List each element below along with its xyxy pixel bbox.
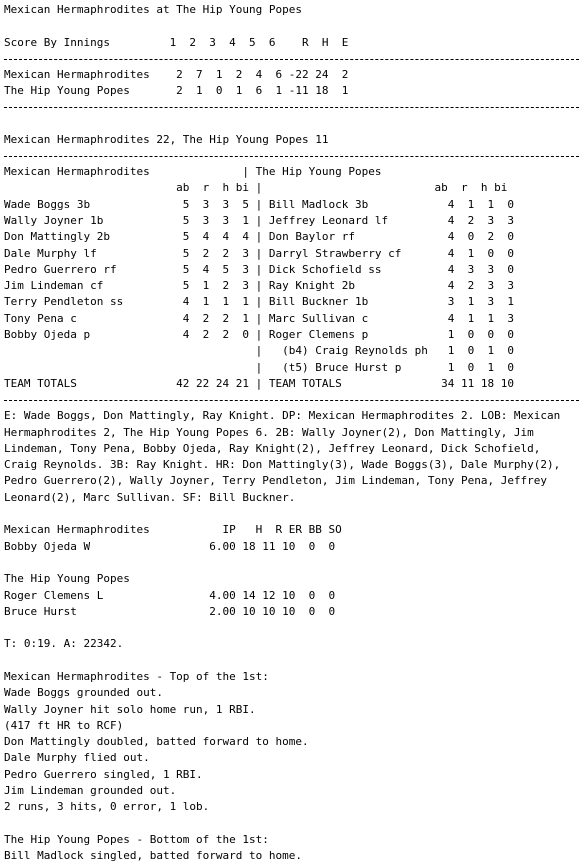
table-row: | (t5) Bruce Hurst p 1 0 1 0	[4, 360, 514, 374]
play-line: Dale Murphy flied out.	[4, 751, 150, 765]
game-info: T: 0:19. A: 22342.	[4, 637, 124, 651]
play-line: Don Mattingly doubled, batted forward to home.	[4, 735, 309, 749]
linescore-row-home: The Hip Young Popes 2 1 0 1 6 1 -11 18 1	[4, 84, 349, 98]
play-line: (417 ft HR to RCF)	[4, 718, 124, 732]
play-line: Wally Joyner hit solo home run, 1 RBI.	[4, 702, 256, 716]
game-notes: E: Wade Boggs, Don Mattingly, Ray Knight. DP: Mexican Hermaphrodites 2. LOB: Mexican Hermaphrodites 2, The Hip Young Popes 6. 2B: Wally Joyner(2), Don Mattingly, Jim Lindeman, Tony Pena, Bobby Ojeda, Ray Knight(2), Jeffrey Leonard, Dick Schofield, Craig Reynolds. 3B: Ray Knight. HR: Don Mattingly(3), Wade Boggs(3), Dale Murphy(2), Pedro Guerrero(2), Wally Joyner, Terry Pendleton, Jim Lindeman, Tony Pena, Jeffrey Leonard(2), Marc Sullivan. SF: Bill Buckner.	[4, 409, 561, 504]
blank-line	[4, 816, 581, 832]
pitching-row: Roger Clemens L 4.00 14 12 10 0 0	[4, 588, 336, 602]
blank-line	[4, 555, 581, 571]
divider	[4, 400, 579, 401]
play-line: Wade Boggs grounded out.	[4, 686, 163, 700]
game-title: Mexican Hermaphrodites at The Hip Young Popes	[4, 3, 303, 16]
play-by-play	[4, 669, 581, 865]
final-score-line: Mexican Hermaphrodites 22, The Hip Young Popes 11	[4, 132, 329, 146]
table-row: Tony Pena c 4 2 2 1 | Marc Sullivan c 4 1 1 3	[4, 311, 514, 325]
pitching-row: Bruce Hurst 2.00 10 10 10 0 0	[4, 604, 336, 618]
blank-line	[4, 18, 581, 34]
divider	[4, 59, 579, 60]
blank-line	[4, 620, 581, 636]
table-row: Don Mattingly 2b 5 4 4 4 | Don Baylor rf 4 0 2 0	[4, 230, 514, 244]
play-line: Bill Madlock singled, batted forward to home.	[4, 849, 303, 863]
inning-header: The Hip Young Popes - Bottom of the 1st:	[4, 832, 269, 846]
table-row: Dale Murphy lf 5 2 2 3 | Darryl Strawberry cf 4 1 0 0	[4, 246, 514, 260]
linescore-row-away: Mexican Hermaphrodites 2 7 1 2 4 6 -22 24 2	[4, 67, 349, 81]
inning-summary: 2 runs, 3 hits, 0 error, 1 lob.	[4, 800, 210, 814]
table-row: Bobby Ojeda p 4 2 2 0 | Roger Clemens p 1 0 0 0	[4, 328, 514, 342]
pitching-header-home: The Hip Young Popes	[4, 572, 130, 586]
table-row: Wade Boggs 3b 5 3 3 5 | Bill Madlock 3b 4 1 1 0	[4, 197, 514, 211]
linescore-header: Score By Innings 1 2 3 4 5 6 R H E	[4, 35, 349, 49]
pitching-row: Bobby Ojeda W 6.00 18 11 10 0 0	[4, 539, 336, 553]
boxscore-table	[4, 164, 581, 392]
play-line: Jim Lindeman grounded out.	[4, 784, 177, 798]
boxscore-team-header: Mexican Hermaphrodites | The Hip Young Popes	[4, 165, 382, 179]
blank-line	[4, 653, 581, 669]
table-row: | (b4) Craig Reynolds ph 1 0 1 0	[4, 344, 514, 358]
divider	[4, 107, 579, 108]
table-row: Pedro Guerrero rf 5 4 5 3 | Dick Schofield ss 4 3 3 0	[4, 262, 514, 276]
inning-header: Mexican Hermaphrodites - Top of the 1st:	[4, 669, 269, 683]
divider	[4, 156, 579, 157]
table-row: Wally Joyner 1b 5 3 3 1 | Jeffrey Leonard lf 4 2 3 3	[4, 213, 514, 227]
boxscore-column-header: ab r h bi | ab r h bi	[4, 181, 508, 195]
pitching-header-away: Mexican Hermaphrodites IP H R ER BB SO	[4, 523, 342, 537]
table-row: Jim Lindeman cf 5 1 2 3 | Ray Knight 2b 4 2 3 3	[4, 279, 514, 293]
blank-line	[4, 115, 581, 131]
team-totals-row: TEAM TOTALS 42 22 24 21 | TEAM TOTALS 34 11 18 10	[4, 376, 514, 390]
table-row: Terry Pendleton ss 4 1 1 1 | Bill Buckner 1b 3 1 3 1	[4, 295, 514, 309]
blank-line	[4, 506, 581, 522]
play-line: Pedro Guerrero singled, 1 RBI.	[4, 767, 203, 781]
